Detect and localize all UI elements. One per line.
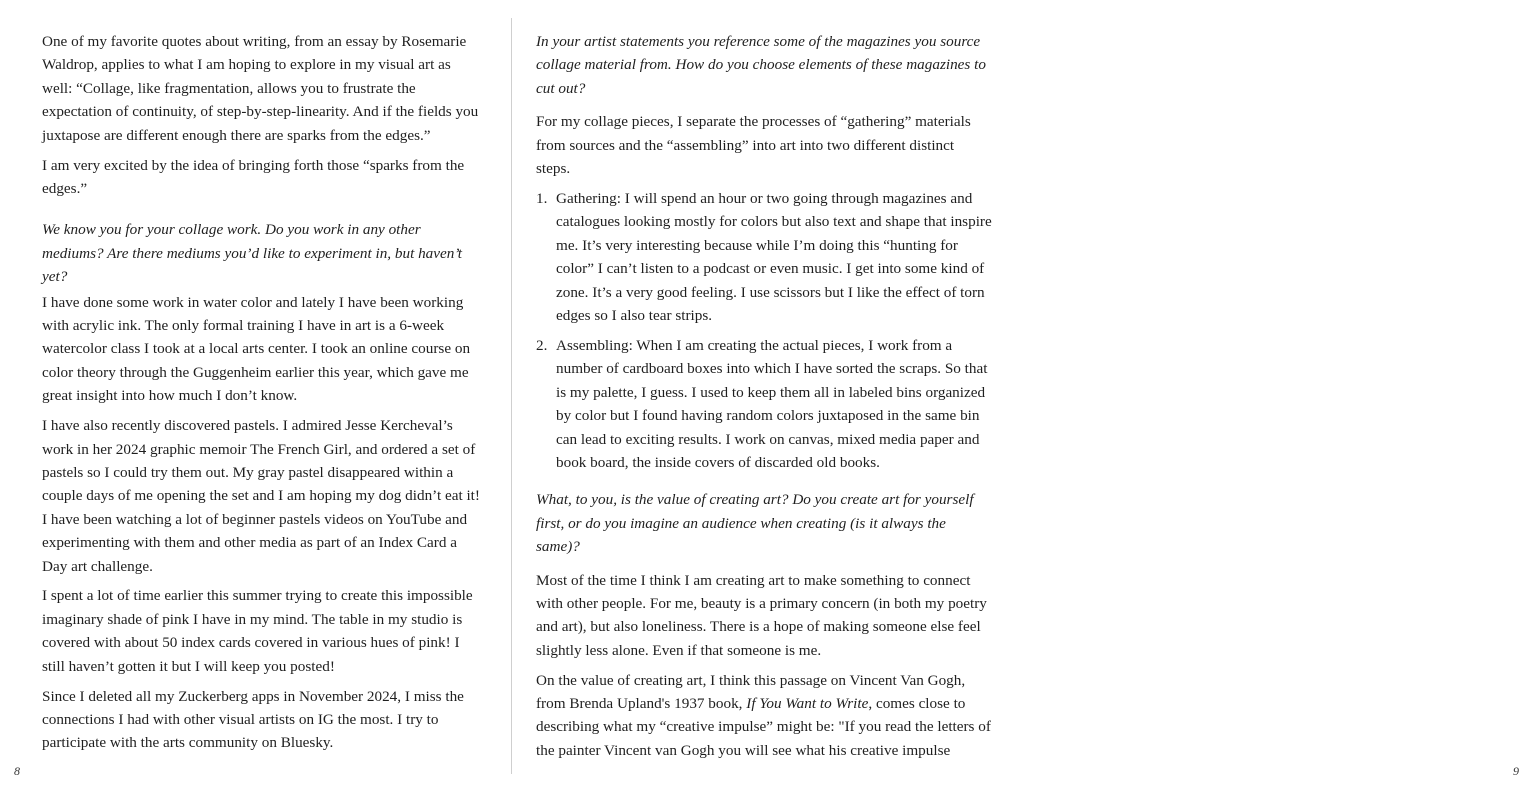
list-item xyxy=(536,187,992,327)
list-item xyxy=(536,334,992,474)
list-number: 2. xyxy=(536,336,548,354)
interview-question: What, to you, is the value of creating art? Do you create art for yourself first, or do you imagine an audience when creating (is it always the same)? xyxy=(536,491,974,556)
paragraph: Most of the time I think I am creating art to make something to connect with other people. For me, beauty is a primary concern (in both my poetry and art), but also loneliness. There is a hope of making someone else feel slightly less alone. Even if that someone is me. xyxy=(536,571,987,659)
right-page xyxy=(512,0,1519,791)
right-text-column xyxy=(536,30,992,769)
paragraph: I have also recently discovered pastels. I admired Jesse Kercheval’s work in her 2024 graphic memoir The French Girl, and ordered a set of pastels so I could try them out. My gray pastel disappeared within a couple days of me opening the set and I am hoping my dog didn’t eat it! I have been watching a lot of beginner pastels videos on YouTube and experimenting with them and other media as part of an Index Card a Day art challenge. xyxy=(42,417,480,575)
left-text-column xyxy=(42,30,482,761)
paragraph: Since I deleted all my Zuckerberg apps in November 2024, I miss the connections I had with other visual artists on IG the most. I try to participate with the arts community on Bluesky. xyxy=(42,687,464,752)
list-item-text: Gathering: I will spend an hour or two going through magazines and catalogues looking mostly for colors but also text and shape that inspire me. It’s very interesting because while I’m doing this “hunting for color” I can’t listen to a podcast or even music. I get into some kind of zone. It’s a very good feeling. I use scissors but I like the effect of torn edges so I also tear strips. xyxy=(556,189,992,324)
paragraph: For my collage pieces, I separate the processes of “gathering” materials from sources and the “assembling” into art into two different distinct steps. xyxy=(536,113,971,178)
text-run: , comes close to describing what my “creative impulse” might be: "If you read the letters of the painter Vincent van Gogh you will see what his creative impulse xyxy=(536,695,991,759)
paragraph: One of my favorite quotes about writing, from an essay by Rosemarie Waldrop, applies to what I am hoping to explore in my visual art as well: “Collage, like fragmentation, allows you to frustrate the expectation of continuity, of step-by-step-linearity. And if the fields you juxtapose are different enough there are sparks from the edges.” xyxy=(42,33,479,144)
interview-question: In your artist statements you reference some of the magazines you source collage material from. How do you choose elements of these magazines to cut out? xyxy=(536,33,986,97)
interview-question: We know you for your collage work. Do you work in any other mediums? Are there mediums you’d like to experiment in, but haven’t yet? xyxy=(42,221,462,286)
book-title: If You Want to Write xyxy=(746,695,869,713)
paragraph: I am very excited by the idea of bringing forth those “sparks from the edges.” xyxy=(42,156,465,197)
paragraph: I spent a lot of time earlier this summer trying to create this impossible imaginary shade of pink I have in my mind. The table in my studio is covered with about 50 index cards covered in various hues of pink! I still haven’t gotten it but I will keep you posted! xyxy=(42,587,473,675)
paragraph xyxy=(536,669,992,763)
page-number-right: 9 xyxy=(1513,764,1519,778)
page-number-left: 8 xyxy=(14,764,20,778)
text-run: On the value of creating art, I think this passage on Vincent Van Gogh, from Brenda Upland's 1937 book, xyxy=(536,671,966,713)
left-page xyxy=(0,0,511,791)
paragraph: I have done some work in water color and lately I have been working with acrylic ink. The only formal training I have in art is a 6-week watercolor class I took at a local arts center. I took an online course on color theory through the Guggenheim earlier this year, which gave me great insight into how much I don’t know. xyxy=(42,293,471,405)
steps-list xyxy=(536,187,992,474)
list-item-text: Assembling: When I am creating the actual pieces, I work from a number of cardboard boxes into which I have sorted the scraps. So that is my palette, I guess. I used to keep them all in labeled bins organized by color but I found having random colors juxtaposed in the same bin can lead to exciting results. I work on canvas, mixed media paper and book board, the inside covers of discarded old books. xyxy=(556,336,988,471)
list-number: 1. xyxy=(536,189,548,207)
